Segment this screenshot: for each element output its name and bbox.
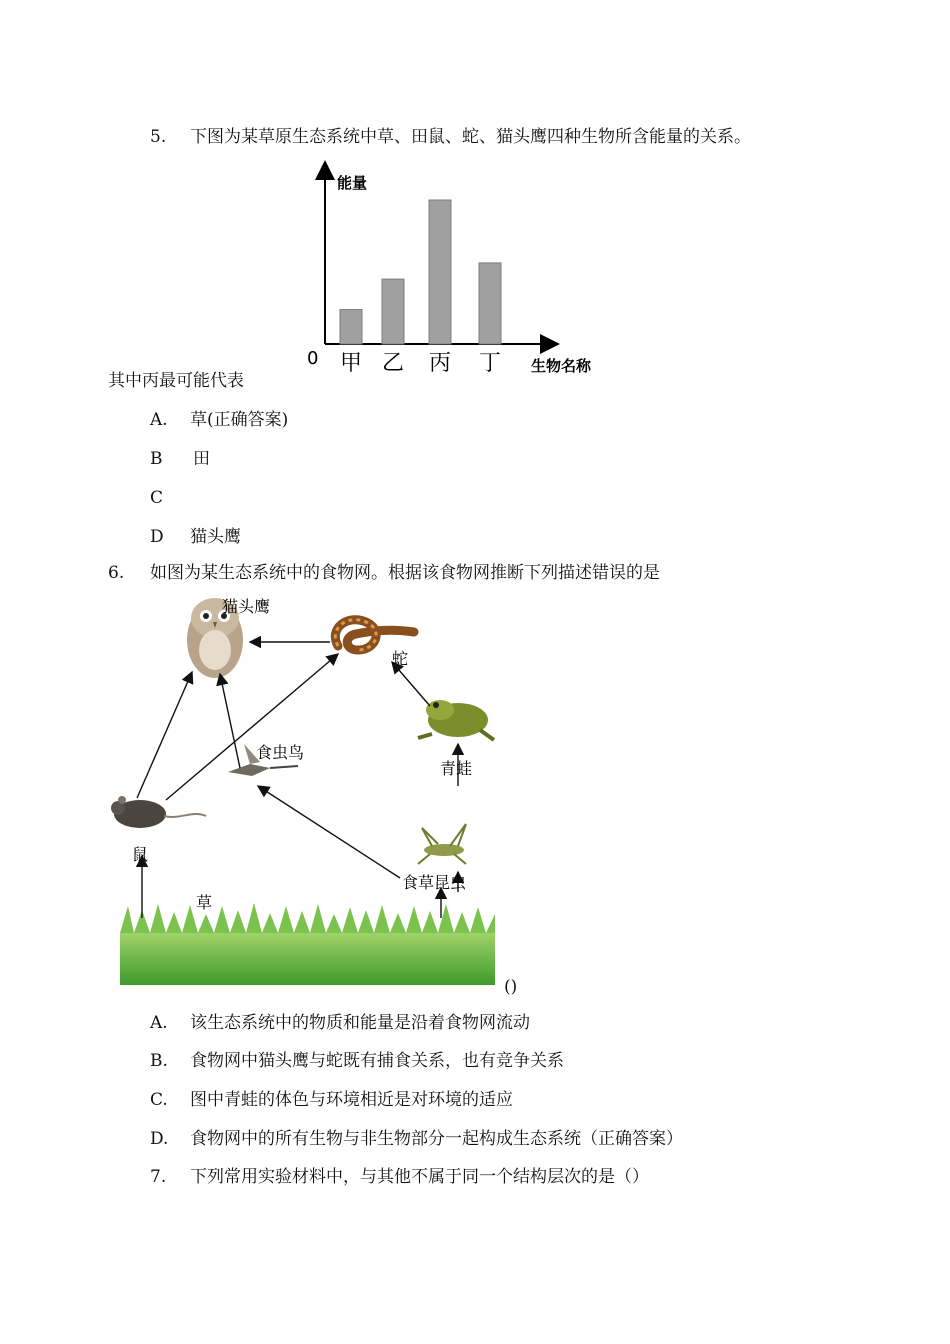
label-mouse: 鼠 <box>132 845 149 864</box>
y-axis-label: 能量 <box>337 174 368 192</box>
x-tick-label-2: 乙 <box>381 351 405 376</box>
x-tick-label-1: 甲 <box>339 351 363 376</box>
bar-3 <box>429 200 451 344</box>
q7-stem: 下列常用实验材料中，与其他不属于同一个结构层次的是（） <box>190 1167 649 1187</box>
label-grass: 草 <box>196 893 213 912</box>
q7-number: 7. <box>150 1167 167 1187</box>
energy-bar-chart <box>295 160 615 380</box>
x-tick-label-3: 丙 <box>428 351 452 376</box>
q5-number: 5. <box>150 127 167 147</box>
q6-number: 6. <box>108 563 125 583</box>
q5-option-a-text: 草(正确答案) <box>190 410 289 430</box>
food-web-diagram <box>100 588 540 998</box>
origin-label: 0 <box>307 348 319 369</box>
q6-option-a-text: 该生态系统中的物质和能量是沿着食物网流动 <box>190 1013 530 1033</box>
label-insect: 食草昆虫 <box>402 873 467 892</box>
q6-option-c-text: 图中青蛙的体色与环境相近是对环境的适应 <box>190 1090 513 1110</box>
q5-follow: 其中丙最可能代表 <box>108 371 244 391</box>
label-owl: 猫头鹰 <box>222 597 271 616</box>
q5-option-a-letter: A. <box>150 410 168 430</box>
grasshopper-image <box>418 824 466 864</box>
q6-option-d-letter: D. <box>150 1129 169 1149</box>
label-snake: 蛇 <box>392 649 409 668</box>
q6-option-b-letter: B. <box>150 1051 168 1071</box>
q5-option-c-letter: C <box>150 488 164 508</box>
q6-stem: 如图为某生态系统中的食物网。根据该食物网推断下列描述错误的是 <box>150 563 660 583</box>
q6-option-c-letter: C. <box>150 1090 168 1110</box>
q6-option-b-text: 食物网中猫头鹰与蛇既有捕食关系，也有竞争关系 <box>190 1051 564 1071</box>
q5-option-b-letter: B <box>150 449 163 469</box>
q5-option-b-text: 田 <box>193 449 210 469</box>
snake-image <box>335 620 414 650</box>
grass-image <box>120 903 495 985</box>
bar-1 <box>340 310 362 344</box>
mouse-image <box>111 796 206 828</box>
bar-2 <box>382 279 404 344</box>
label-frog: 青蛙 <box>440 759 473 778</box>
q6-option-d-text: 食物网中的所有生物与非生物部分一起构成生态系统（正确答案） <box>190 1129 683 1149</box>
x-tick-label-4: 丁 <box>478 351 502 376</box>
q5-option-d-letter: D <box>150 527 164 547</box>
x-axis-label: 生物名称 <box>531 357 592 375</box>
q5-stem: 下图为某草原生态系统中草、田鼠、蛇、猫头鹰四种生物所含能量的关系。 <box>190 127 751 147</box>
q6-answer-paren: () <box>504 977 518 997</box>
bar-4 <box>479 263 501 344</box>
label-bird: 食虫鸟 <box>256 743 305 762</box>
q5-option-d-text: 猫头鹰 <box>190 527 241 547</box>
q6-option-a-letter: A. <box>150 1013 168 1033</box>
